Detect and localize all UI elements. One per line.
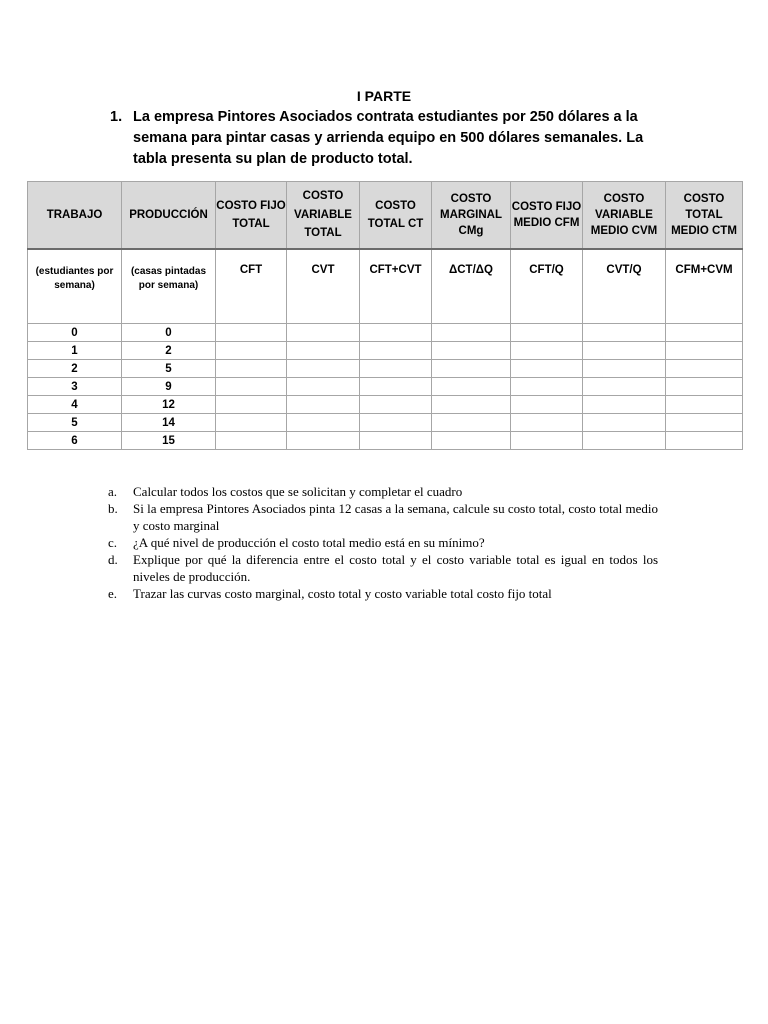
empty-answer-cell [216,414,287,432]
empty-answer-cell [583,360,666,378]
empty-answer-cell [666,396,743,414]
empty-answer-cell [666,360,743,378]
formula-cft: CFT [216,249,287,324]
cell-trabajo: 1 [28,342,122,360]
table-row [28,360,743,378]
header-costo-variable-medio: COSTO VARIABLE MEDIO CVM [583,182,666,250]
formula-cfm: CFT/Q [511,249,583,324]
task-item [108,551,658,585]
cell-trabajo: 2 [28,360,122,378]
empty-answer-cell [287,360,360,378]
table-row [28,432,743,450]
empty-answer-cell [360,342,432,360]
page-title: I PARTE [356,88,412,104]
empty-answer-cell [216,342,287,360]
cell-produccion: 14 [122,414,216,432]
empty-answer-cell [216,432,287,450]
header-costo-total: COSTO TOTAL CT [360,182,432,250]
empty-answer-cell [360,360,432,378]
empty-answer-cell [216,396,287,414]
sub-trabajo: (estudiantes por semana) [28,249,122,324]
empty-answer-cell [216,378,287,396]
empty-answer-cell [432,378,511,396]
cell-trabajo: 0 [28,324,122,342]
cell-produccion: 0 [122,324,216,342]
empty-answer-cell [287,324,360,342]
task-text: Trazar las curvas costo marginal, costo total y costo variable total costo fijo total [133,586,552,601]
task-text: Si la empresa Pintores Asociados pinta 12 casas a la semana, calcule su costo total, costo total medio y costo marginal [133,501,658,533]
empty-answer-cell [287,342,360,360]
formula-cmg: ΔCT/ΔQ [432,249,511,324]
task-letter: c. [108,535,118,550]
formula-cvm: CVT/Q [583,249,666,324]
empty-answer-cell [432,432,511,450]
formula-ct: CFT+CVT [360,249,432,324]
empty-answer-cell [583,414,666,432]
empty-answer-cell [360,324,432,342]
empty-answer-cell [432,360,511,378]
table-row [28,324,743,342]
task-item [108,483,658,500]
empty-answer-cell [583,378,666,396]
empty-answer-cell [511,360,583,378]
cell-produccion: 5 [122,360,216,378]
cell-produccion: 9 [122,378,216,396]
header-costo-variable-total: COSTO VARIABLE TOTAL [287,182,360,250]
header-costo-fijo-total: COSTO FIJO TOTAL [216,182,287,250]
sub-produccion: (casas pintadas por semana) [122,249,216,324]
task-list [108,483,658,602]
task-item [108,500,658,534]
empty-answer-cell [287,414,360,432]
task-letter: e. [108,586,118,601]
table-header-row [28,182,743,250]
table-row [28,342,743,360]
task-letter: d. [108,552,118,567]
empty-answer-cell [432,414,511,432]
cell-produccion: 15 [122,432,216,450]
empty-answer-cell [583,324,666,342]
empty-answer-cell [432,396,511,414]
formula-cvt: CVT [287,249,360,324]
empty-answer-cell [511,396,583,414]
table-body [28,324,743,450]
empty-answer-cell [360,396,432,414]
cell-trabajo: 5 [28,414,122,432]
task-letter: b. [108,501,118,516]
table-row [28,396,743,414]
empty-answer-cell [666,324,743,342]
task-item [108,534,658,551]
empty-answer-cell [666,378,743,396]
empty-answer-cell [666,342,743,360]
task-text: Explique por qué la diferencia entre el costo total y el costo variable total es igual en todos los niveles de producción. [133,552,658,584]
question-text: La empresa Pintores Asociados contrata estudiantes por 250 dólares a la semana para pintar casas y arrienda equipo en 500 dólares semanales. La tabla presenta su plan de producto total. [133,109,644,167]
task-letter: a. [108,484,118,499]
empty-answer-cell [583,396,666,414]
table-formula-row [28,249,743,324]
empty-answer-cell [287,432,360,450]
empty-answer-cell [511,342,583,360]
empty-answer-cell [287,396,360,414]
empty-answer-cell [360,378,432,396]
cell-trabajo: 4 [28,396,122,414]
empty-answer-cell [511,324,583,342]
empty-answer-cell [583,342,666,360]
task-text: Calcular todos los costos que se solicitan y completar el cuadro [133,484,463,499]
header-costo-fijo-medio: COSTO FIJO MEDIO CFM [511,182,583,250]
empty-answer-cell [432,324,511,342]
task-item [108,585,658,602]
cell-produccion: 12 [122,396,216,414]
empty-answer-cell [511,432,583,450]
empty-answer-cell [511,378,583,396]
header-produccion: PRODUCCIÓN [122,182,216,250]
empty-answer-cell [583,432,666,450]
table-row [28,414,743,432]
question-number: 1. [110,109,123,125]
empty-answer-cell [360,432,432,450]
header-costo-total-medio: COSTO TOTAL MEDIO CTM [666,182,743,250]
cost-table [27,181,743,450]
formula-ctm: CFM+CVM [666,249,743,324]
empty-answer-cell [287,378,360,396]
question-1 [110,107,670,170]
empty-answer-cell [360,414,432,432]
empty-answer-cell [511,414,583,432]
table-row [28,378,743,396]
task-text: ¿A qué nivel de producción el costo total medio está en su mínimo? [133,535,485,550]
header-costo-marginal: COSTO MARGINAL CMg [432,182,511,250]
empty-answer-cell [216,360,287,378]
empty-answer-cell [666,432,743,450]
cell-trabajo: 6 [28,432,122,450]
cell-trabajo: 3 [28,378,122,396]
empty-answer-cell [432,342,511,360]
cell-produccion: 2 [122,342,216,360]
empty-answer-cell [216,324,287,342]
empty-answer-cell [666,414,743,432]
header-trabajo: TRABAJO [28,182,122,250]
